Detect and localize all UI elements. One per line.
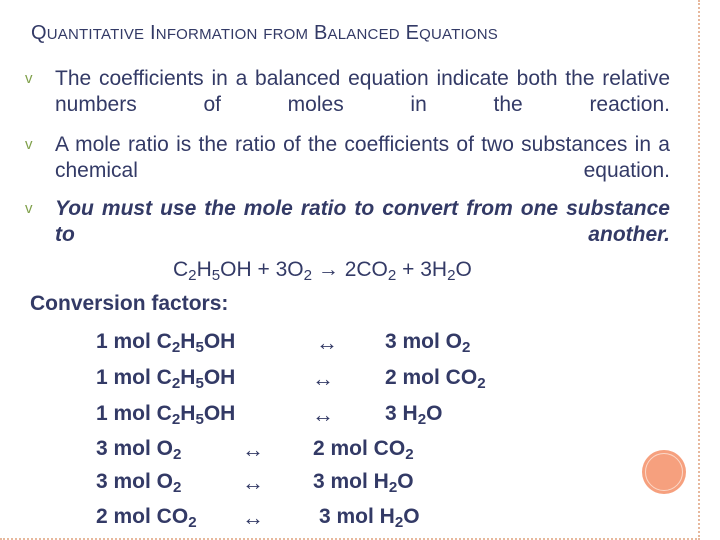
double-arrow-icon: ↔	[312, 366, 334, 391]
balanced-equation: $C_2H_5OH + 3O_2 \to 2CO_2 + 3H_2O$	[173, 258, 472, 284]
factor-right: 3 $H_2O$	[385, 402, 443, 428]
factor-left: 1 mol $C_2H_5OH$	[96, 402, 236, 428]
factor-left: 3 mol $O_2$	[96, 437, 182, 463]
double-arrow-icon: ↔	[242, 470, 264, 495]
bullet-text: The coefficients in a balanced equation indicate both the relative numbers of moles in the reaction.	[55, 67, 670, 116]
bullet-text: A mole ratio is the ratio of the coefficients of two substances in a chemical equation.	[55, 133, 670, 182]
factor-right: 3 mol $H_2O$	[313, 470, 414, 496]
title-q: Q	[31, 22, 47, 44]
factor-right: 3 mol $O_2$	[385, 330, 471, 356]
factor-right: 2 mol $CO_2$	[385, 366, 486, 392]
title-b: B	[314, 22, 328, 44]
title-uantitative: UANTITATIVE	[46, 26, 145, 43]
double-arrow-icon: ↔	[242, 505, 264, 530]
double-arrow-icon: ↔	[316, 330, 338, 355]
title-from: FROM	[263, 26, 309, 43]
reaction-arrow-icon: →	[312, 258, 345, 281]
factor-left: 1 mol $C_2H_5OH$	[96, 366, 236, 392]
title-alanced: ALANCED	[327, 26, 400, 43]
factor-left: 1 mol $C_2H_5OH$	[96, 330, 236, 356]
orange-circle-decoration	[642, 450, 686, 494]
double-arrow-icon: ↔	[312, 402, 334, 427]
title-nformation: NFORMATION	[155, 26, 258, 43]
double-arrow-icon: ↔	[242, 437, 264, 462]
title-e: E	[405, 22, 420, 44]
title-i: I	[150, 22, 156, 44]
slide-title	[31, 22, 498, 45]
title-quations: QUATIONS	[419, 26, 498, 43]
factor-right: 2 mol $CO_2$	[313, 437, 414, 463]
conversion-factors-label: Conversion factors:	[30, 292, 229, 315]
factor-right: 3 mol $H_2O$	[319, 505, 420, 531]
bullet-check-icon: v	[25, 70, 33, 87]
bullet-text: You must use the mole ratio to convert from one substance to another.	[55, 197, 670, 246]
right-border-decoration	[698, 0, 700, 540]
factor-left: 2 mol $CO_2$	[96, 505, 197, 531]
bullet-check-icon: v	[25, 136, 33, 153]
factor-left: 3 mol $O_2$	[96, 470, 182, 496]
bullet-check-icon: v	[25, 200, 33, 217]
